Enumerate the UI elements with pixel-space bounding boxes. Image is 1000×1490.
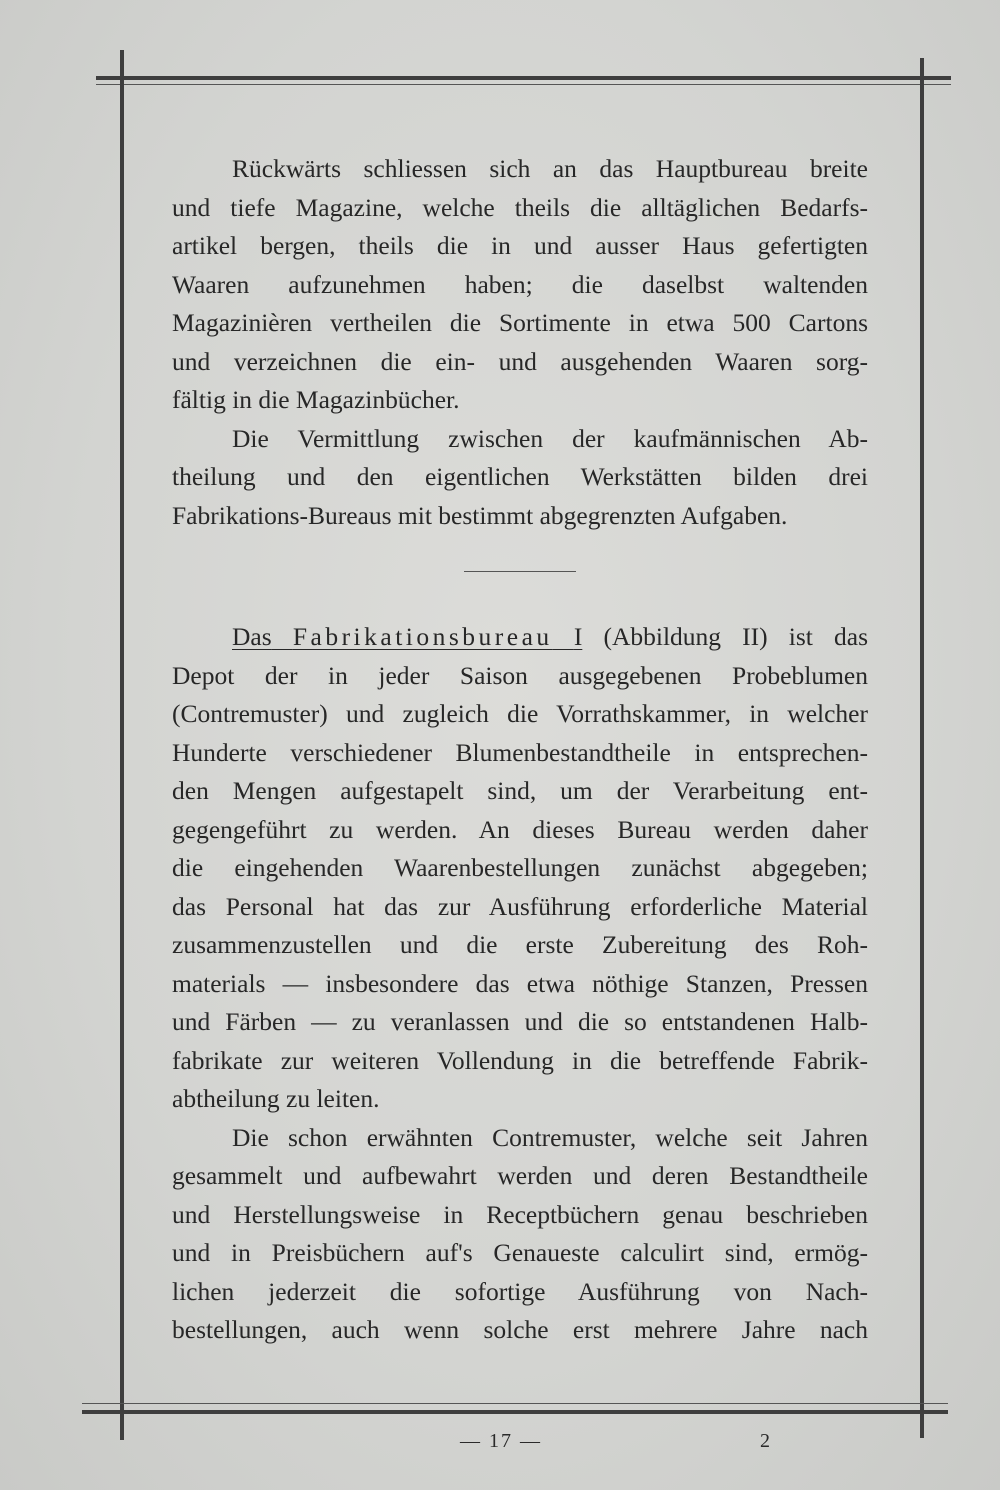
- text-line: Fabrikations-Bureaus mit bestimmt abgegrenzten Aufgaben.: [172, 500, 788, 530]
- heading-prefix: Das: [232, 622, 272, 651]
- frame-top-thin-rule: [96, 84, 951, 85]
- text-line: Die Vermittlung zwischen der kaufmännischen Ab-: [232, 423, 868, 453]
- frame-right-rule: [920, 58, 924, 1438]
- heading-spaced-title: Fabrikationsbureau: [292, 622, 553, 651]
- section-2: [172, 618, 868, 1350]
- text-line: Depot der in jeder Saison ausgegebenen Probeblumen: [172, 660, 868, 690]
- text-line: Waaren aufzunehmen haben; die daselbst waltenden: [172, 269, 868, 299]
- heading-rest: (Abbildung II) ist das: [603, 622, 869, 651]
- text-line: und in Preisbüchern auf's Genaueste calculirt sind, ermög-: [172, 1238, 868, 1267]
- heading-line: [172, 618, 868, 657]
- heading-gap: [553, 622, 574, 651]
- text-line: und tiefe Magazine, welche theils die alltäglichen Bedarfs-: [172, 192, 868, 222]
- text-line: theilung und den eigentlichen Werkstätten bilden drei: [172, 462, 868, 491]
- text-line: lichen jederzeit die sofortige Ausführung von Nach-: [172, 1276, 868, 1306]
- text-line: fabrikate zur weiteren Vollendung in die betreffende Fabrik-: [172, 1045, 868, 1075]
- text-line: Rückwärts schliessen sich an das Hauptbureau breite: [232, 154, 868, 183]
- page-number: — 17 —: [460, 1430, 542, 1452]
- frame-bottom-rule: [82, 1410, 948, 1414]
- text-line: zusammenzustellen und die erste Zubereitung des Roh-: [172, 930, 868, 959]
- section-1: [172, 150, 868, 535]
- frame-bottom-thin-rule: [82, 1403, 948, 1404]
- text-line: fältig in die Magazinbücher.: [172, 385, 460, 414]
- frame-left-rule: [120, 50, 124, 1440]
- heading-numeral: I: [573, 622, 583, 651]
- text-line: Hunderte verschiedener Blumenbestandtheile in entsprechen-: [172, 737, 868, 767]
- text-line: artikel bergen, theils die in und ausser Haus gefertigten: [172, 231, 868, 260]
- text-line: gegengeführt zu werden. An dieses Bureau werden daher: [172, 814, 868, 844]
- frame-top-rule: [96, 76, 951, 80]
- text-line: Die schon erwähnten Contremuster, welche seit Jahren: [232, 1122, 868, 1152]
- text-line: materials — insbesondere das etwa nöthige Stanzen, Pressen: [172, 968, 868, 998]
- text-line: bestellungen, auch wenn solche erst mehrere Jahre nach: [172, 1315, 868, 1344]
- text-line: das Personal hat das zur Ausführung erforderliche Material: [172, 891, 868, 921]
- text-line: und verzeichnen die ein- und ausgehenden Waaren sorg-: [172, 346, 868, 376]
- text-line: die eingehenden Waarenbestellungen zunächst abgegeben;: [172, 853, 868, 882]
- text-line: abtheilung zu leiten.: [172, 1084, 380, 1113]
- text-line: den Mengen aufgestapelt sind, um der Verarbeitung ent-: [172, 776, 868, 805]
- section-separator: [464, 571, 576, 572]
- text-line: Magazinièren vertheilen die Sortimente in etwa 500 Cartons: [172, 308, 868, 337]
- text-line: und Färben — zu veranlassen und die so entstandenen Halb-: [172, 1007, 868, 1036]
- text-line: und Herstellungsweise in Receptbüchern genau beschrieben: [172, 1199, 868, 1229]
- text-line: gesammelt und aufbewahrt werden und deren Bestandtheile: [172, 1161, 868, 1190]
- text-line: (Contremuster) und zugleich die Vorrathskammer, in welcher: [172, 699, 868, 728]
- signature-mark: 2: [760, 1430, 770, 1452]
- heading-gap: [272, 622, 293, 651]
